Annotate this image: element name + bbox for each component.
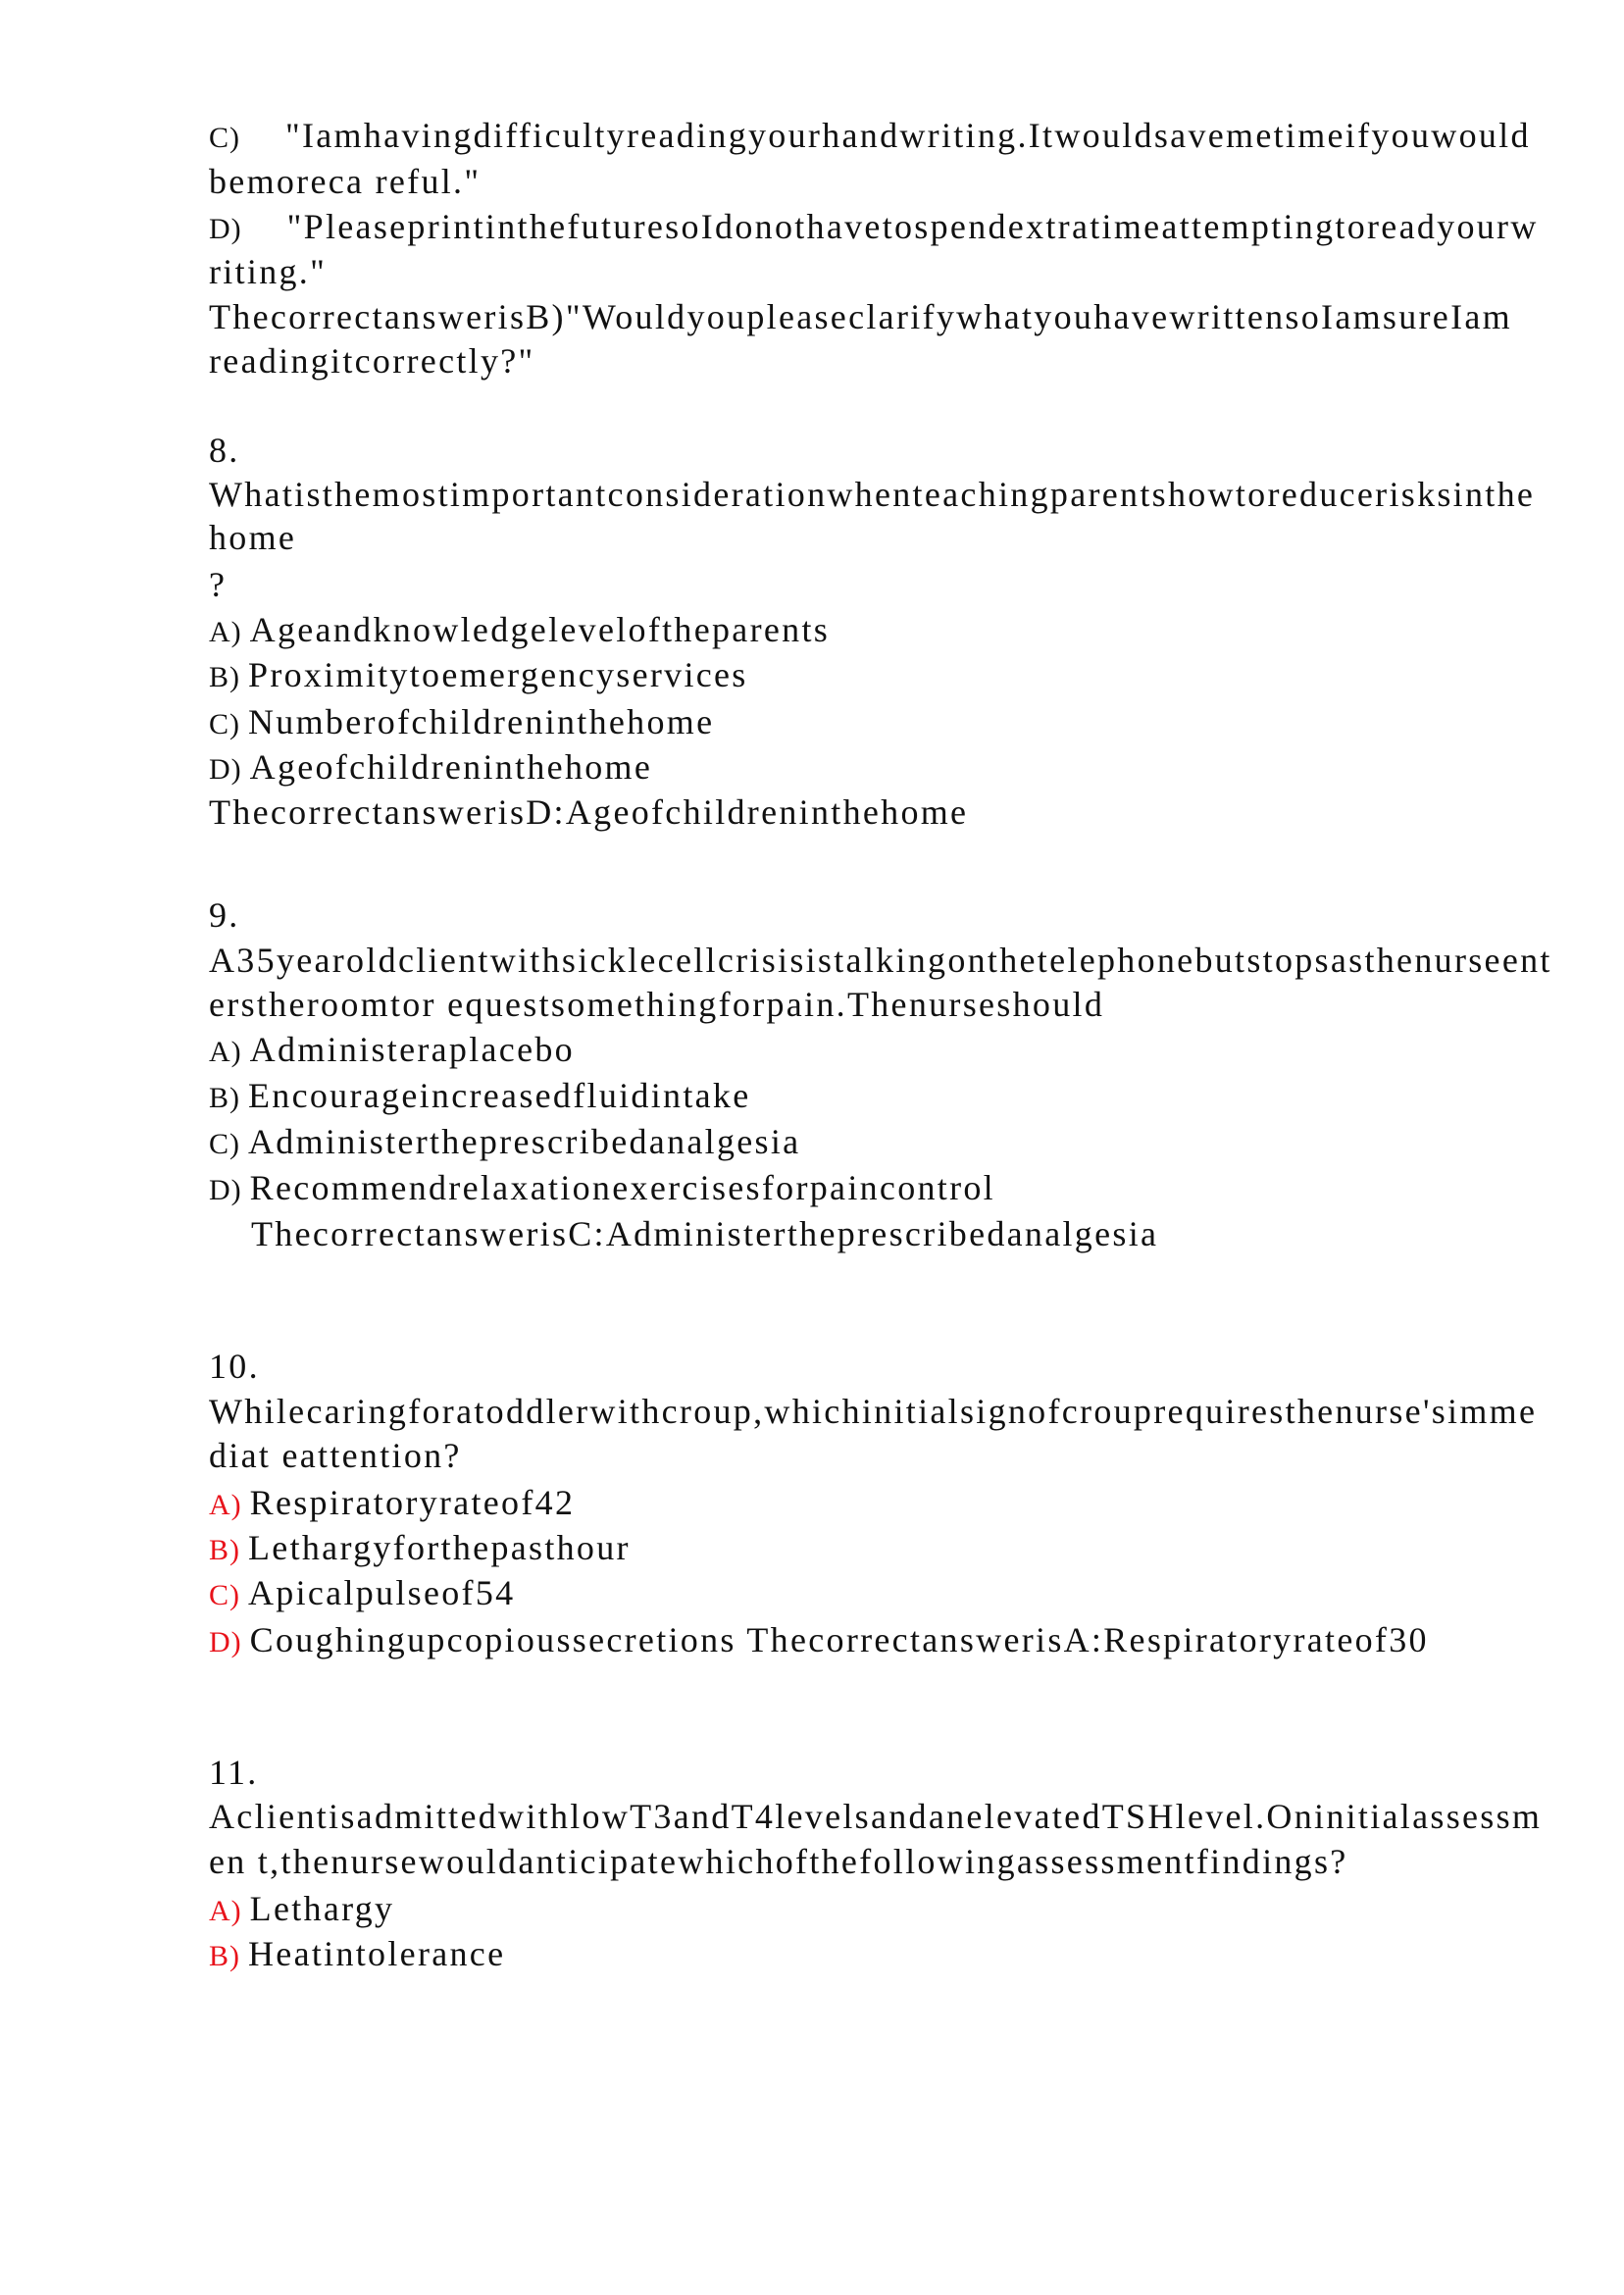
q9-question: A35yearoldclientwithsicklecellcrisisistalkingonthetelephonebutstopsasthenurseent <box>209 941 1552 980</box>
q8-question: Whatisthemostimportantconsiderationwhenteachingparentshowtoreducerisksinthe <box>209 475 1536 514</box>
q8-option-a <box>209 607 830 655</box>
q10-question: Whilecaringforatoddlerwithcroup,whichinitialsignofcrouprequiresthenurse'simme <box>209 1392 1538 1431</box>
q8-option-c <box>209 699 714 747</box>
option-label: A) <box>209 1036 242 1068</box>
q7-answer: ThecorrectanswerisB)"WouldyoupleaseclarifywhatyouhavewrittensoIamsureIam <box>209 297 1512 336</box>
option-text: Administertheprescribedanalgesia <box>248 1122 801 1161</box>
option-text: "Iamhavingdifficultyreadingyourhandwriting.Itwouldsavemetimeifyouwould <box>285 116 1531 155</box>
q8-option-d <box>209 744 652 792</box>
q10-option-c <box>209 1570 515 1618</box>
q10-option-d <box>209 1617 1429 1665</box>
q10-option-a <box>209 1480 575 1528</box>
q9-option-b <box>209 1073 750 1121</box>
q10-question-cont: diat eattention? <box>209 1436 462 1475</box>
option-label: B) <box>209 1940 240 1972</box>
option-label: C) <box>209 708 240 740</box>
option-label: D) <box>209 1174 242 1206</box>
q9-answer: ThecorrectanswerisC:Administertheprescribedanalgesia <box>251 1214 1159 1253</box>
option-label: D) <box>209 213 242 245</box>
option-text: Heatintolerance <box>248 1934 506 1973</box>
option-text: Numberofchildreninthehome <box>248 702 715 741</box>
option-text: Proximitytoemergencyservices <box>248 655 748 694</box>
q7-option-d <box>209 204 1539 252</box>
q8-number: 8. <box>209 431 240 470</box>
q9-option-a <box>209 1027 575 1075</box>
q9-option-d <box>209 1165 995 1213</box>
option-text: Ageandknowledgeleveloftheparents <box>249 610 831 649</box>
q11-option-b <box>209 1931 505 1979</box>
q7-option-c <box>209 113 1531 161</box>
q7-answer-cont: readingitcorrectly?" <box>209 341 535 381</box>
q9-option-c <box>209 1119 800 1167</box>
q9-number: 9. <box>209 895 240 935</box>
q8-question-cont: home <box>209 518 297 557</box>
option-label: B) <box>209 1082 240 1114</box>
q8-answer: ThecorrectanswerisD:Ageofchildreninthehome <box>209 792 969 832</box>
option-label: D) <box>209 1626 242 1658</box>
q8-question-cont: ? <box>209 565 228 604</box>
q10-answer: ThecorrectanswerisA:Respiratoryrateof30 <box>746 1620 1429 1659</box>
q11-question: AclientisadmittedwithlowT3andT4levelsandanelevatedTSHlevel.Oninitialassessm <box>209 1797 1543 1836</box>
option-text: Recommendrelaxationexercisesforpaincontrol <box>249 1168 995 1207</box>
q9-question-cont: erstheroomtor equestsomethingforpain.Thenurseshould <box>209 985 1105 1024</box>
option-text: Administeraplacebo <box>249 1030 575 1069</box>
q11-number: 11. <box>209 1753 259 1792</box>
option-label: D) <box>209 753 242 786</box>
option-label: A) <box>209 616 242 648</box>
option-text: Respiratoryrateof42 <box>249 1483 576 1522</box>
option-label: A) <box>209 1895 242 1927</box>
option-text: "PleaseprintinthefuturesoIdonothavetospendextratimeattemptingtoreadyourw <box>286 207 1539 246</box>
option-label: C) <box>209 1579 240 1611</box>
option-label: C) <box>209 1128 240 1160</box>
option-text: Ageofchildreninthehome <box>249 747 653 787</box>
option-text: Encourageincreasedfluidintake <box>248 1076 751 1115</box>
q11-option-a <box>209 1886 394 1934</box>
option-text: Lethargy <box>249 1889 395 1928</box>
q10-number: 10. <box>209 1347 260 1386</box>
q7-option-d-cont: riting." <box>209 252 328 291</box>
q7-option-c-cont: bemoreca reful." <box>209 162 482 201</box>
option-label: B) <box>209 661 240 693</box>
option-label: B) <box>209 1534 240 1566</box>
option-text: Apicalpulseof54 <box>248 1573 516 1612</box>
q10-option-b <box>209 1525 631 1573</box>
q11-question-cont: en t,thenursewouldanticipatewhichofthefollowingassessmentfindings? <box>209 1842 1348 1881</box>
option-text: Lethargyforthepasthour <box>248 1528 631 1567</box>
option-label: A) <box>209 1489 242 1521</box>
option-label: C) <box>209 122 240 154</box>
option-text: Coughingupcopioussecretions <box>249 1620 736 1659</box>
q8-option-b <box>209 652 748 700</box>
